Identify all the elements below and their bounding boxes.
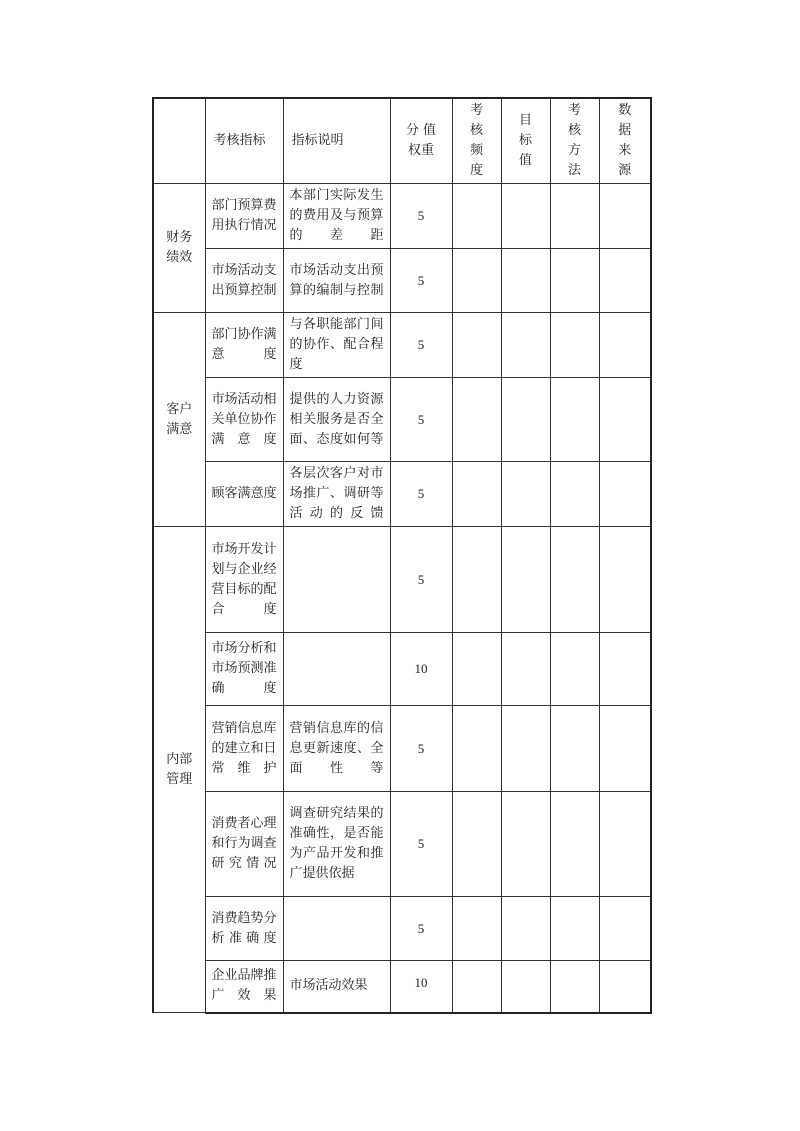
frequency-cell (452, 792, 501, 897)
source-cell (599, 313, 651, 378)
description-cell: 提供的人力资源相关服务是否全面、态度如何等 (283, 378, 390, 462)
weight-cell: 10 (390, 633, 452, 706)
header-source: 数据来源 (599, 98, 651, 184)
source-cell (599, 961, 651, 1013)
table-row (153, 961, 651, 1013)
table-row (153, 897, 651, 961)
method-cell (550, 184, 599, 249)
indicator-cell: 市场活动相关单位协作满意度 (205, 378, 283, 462)
header-category (153, 98, 205, 184)
method-cell (550, 792, 599, 897)
frequency-cell (452, 184, 501, 249)
indicator-cell: 营销信息库的建立和日常维护 (205, 706, 283, 792)
kpi-table (152, 97, 652, 1014)
weight-cell: 5 (390, 313, 452, 378)
table-row (153, 792, 651, 897)
method-cell (550, 378, 599, 462)
source-cell (599, 462, 651, 527)
description-cell: 各层次客户对市场推广、调研等活动的反馈 (283, 462, 390, 527)
source-cell (599, 633, 651, 706)
weight-cell: 5 (390, 706, 452, 792)
table-row (153, 706, 651, 792)
method-cell (550, 313, 599, 378)
source-cell (599, 706, 651, 792)
indicator-cell: 消费者心理和行为调查研究情况 (205, 792, 283, 897)
method-cell (550, 961, 599, 1013)
table-row (153, 633, 651, 706)
target-cell (501, 462, 550, 527)
target-cell (501, 706, 550, 792)
description-cell: 市场活动效果 (283, 961, 390, 1013)
target-cell (501, 792, 550, 897)
indicator-cell: 企业品牌推广效果 (205, 961, 283, 1013)
target-cell (501, 527, 550, 633)
source-cell (599, 249, 651, 313)
weight-cell: 5 (390, 184, 452, 249)
description-cell: 营销信息库的信息更新速度、全面性等 (283, 706, 390, 792)
category-cell: 客户满意 (153, 313, 205, 527)
description-cell (283, 897, 390, 961)
target-cell (501, 184, 550, 249)
indicator-cell: 市场分析和市场预测准确度 (205, 633, 283, 706)
method-cell (550, 249, 599, 313)
source-cell (599, 527, 651, 633)
indicator-cell: 市场开发计划与企业经营目标的配合度 (205, 527, 283, 633)
target-cell (501, 313, 550, 378)
table-row (153, 313, 651, 378)
category-cell: 财务绩效 (153, 184, 205, 313)
frequency-cell (452, 706, 501, 792)
target-cell (501, 961, 550, 1013)
table-row (153, 462, 651, 527)
method-cell (550, 706, 599, 792)
method-cell (550, 527, 599, 633)
table-row (153, 249, 651, 313)
table-row (153, 378, 651, 462)
frequency-cell (452, 462, 501, 527)
weight-cell: 5 (390, 792, 452, 897)
weight-cell: 5 (390, 249, 452, 313)
indicator-cell: 部门预算费用执行情况 (205, 184, 283, 249)
weight-cell: 5 (390, 527, 452, 633)
source-cell (599, 378, 651, 462)
target-cell (501, 633, 550, 706)
table-row (153, 527, 651, 633)
header-frequency: 考核频度 (452, 98, 501, 184)
weight-cell: 5 (390, 462, 452, 527)
description-cell: 市场活动支出预算的编制与控制 (283, 249, 390, 313)
frequency-cell (452, 313, 501, 378)
description-cell: 本部门实际发生的费用及与预算的差距 (283, 184, 390, 249)
weight-cell: 5 (390, 897, 452, 961)
weight-cell: 5 (390, 378, 452, 462)
frequency-cell (452, 249, 501, 313)
method-cell (550, 633, 599, 706)
source-cell (599, 184, 651, 249)
frequency-cell (452, 897, 501, 961)
source-cell (599, 792, 651, 897)
header-target: 目标值 (501, 98, 550, 184)
indicator-cell: 顾客满意度 (205, 462, 283, 527)
frequency-cell (452, 633, 501, 706)
weight-cell: 10 (390, 961, 452, 1013)
header-method: 考核方法 (550, 98, 599, 184)
description-cell: 与各职能部门间的协作、配合程度 (283, 313, 390, 378)
method-cell (550, 897, 599, 961)
header-weight: 分 值 权重 (390, 98, 452, 184)
table-header-row (153, 98, 651, 184)
description-cell (283, 527, 390, 633)
header-indicator: 考核指标 (205, 98, 283, 184)
target-cell (501, 897, 550, 961)
description-cell: 调查研究结果的准确性，是否能为产品开发和推广提供依据 (283, 792, 390, 897)
table-row (153, 184, 651, 249)
indicator-cell: 消费趋势分析准确度 (205, 897, 283, 961)
source-cell (599, 897, 651, 961)
target-cell (501, 378, 550, 462)
indicator-cell: 市场活动支出预算控制 (205, 249, 283, 313)
description-cell (283, 633, 390, 706)
header-description: 指标说明 (283, 98, 390, 184)
frequency-cell (452, 378, 501, 462)
frequency-cell (452, 527, 501, 633)
target-cell (501, 249, 550, 313)
frequency-cell (452, 961, 501, 1013)
indicator-cell: 部门协作满意度 (205, 313, 283, 378)
category-cell: 内部管理 (153, 527, 205, 1013)
method-cell (550, 462, 599, 527)
